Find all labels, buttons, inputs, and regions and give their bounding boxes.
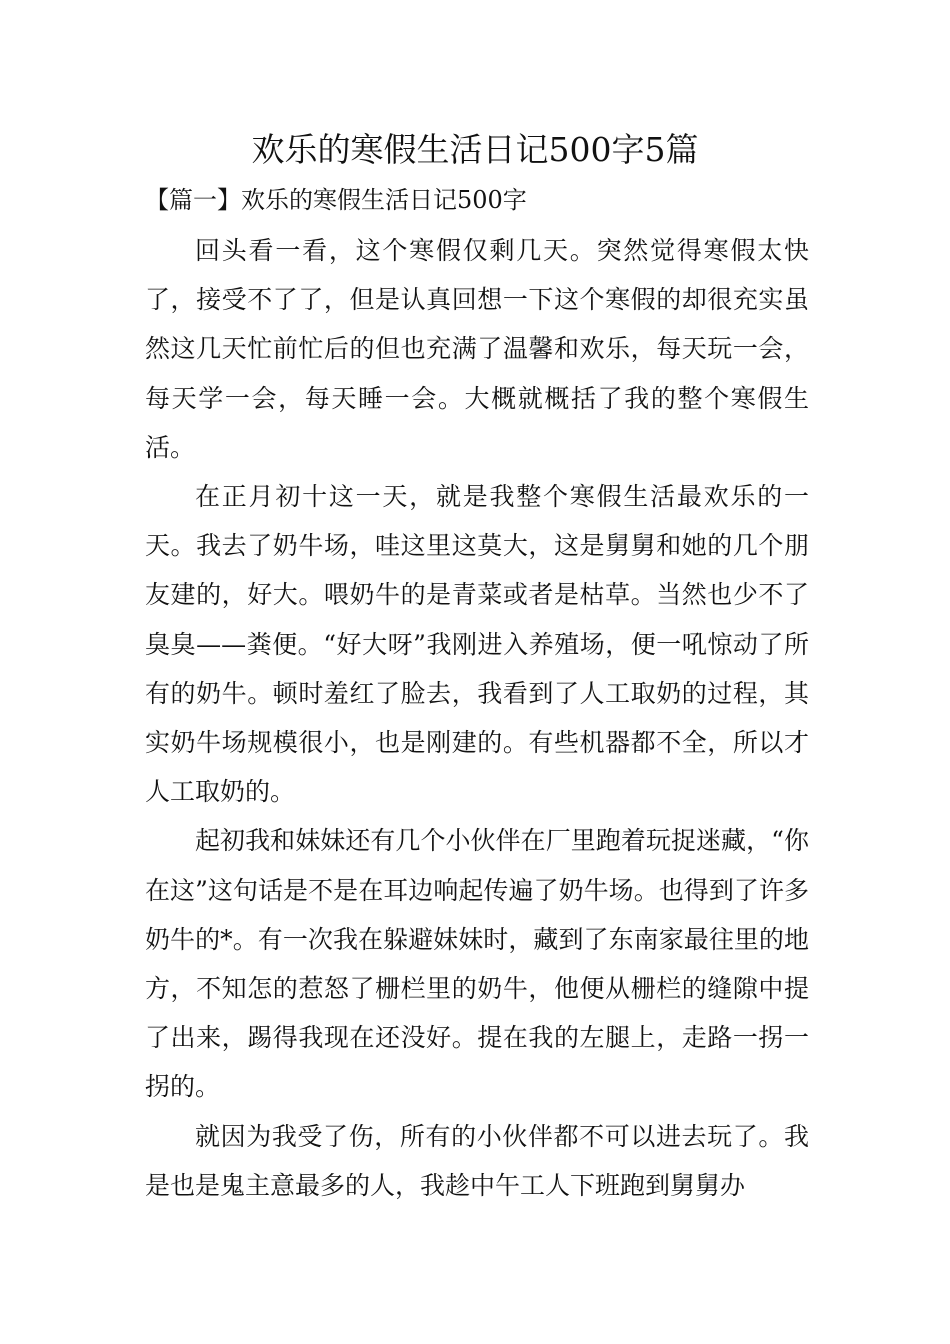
paragraph-1: 回头看一看，这个寒假仅剩几天。突然觉得寒假太快了，接受不了了，但是认真回想一下这个寒假的却很充实虽然这几天忙前忙后的但也充满了温馨和欢乐，每天玩一会，每天学一会，每天睡一会。大概就概括了我的整个寒假生活。 (145, 236, 809, 462)
paragraph-4: 就因为我受了伤，所有的小伙伴都不可以进去玩了。我是也是鬼主意最多的人，我趁中午工人下班跑到舅舅办 (145, 1121, 809, 1200)
body-text (145, 226, 809, 1210)
document-title: 欢乐的寒假生活日记500字5篇 (251, 130, 699, 169)
paragraph-3: 起初我和妹妹还有几个小伙伴在厂里跑着玩捉迷藏，“你在这”这句话是不是在耳边响起传遍了奶牛场。也得到了许多奶牛的*。有一次我在躲避妹妹时，藏到了东南家最往里的地方，不知怎的惹怒了栅栏里的奶牛，他便从栅栏的缝隙中提了出来，踢得我现在还没好。提在我的左腿上，走路一拐一拐的。 (145, 826, 809, 1102)
section-heading: 【篇一】欢乐的寒假生活日记500字 (145, 186, 527, 214)
paragraph-2: 在正月初十这一天，就是我整个寒假生活最欢乐的一天。我去了奶牛场，哇这里这莫大，这是舅舅和她的几个朋友建的，好大。喂奶牛的是青菜或者是枯草。当然也少不了臭臭——粪便。“好大呀”我刚进入养殖场，便一吼惊动了所有的奶牛。顿时羞红了脸去，我看到了人工取奶的过程，其实奶牛场规模很小，也是刚建的。有些机器都不全，所以才人工取奶的。 (145, 482, 809, 807)
